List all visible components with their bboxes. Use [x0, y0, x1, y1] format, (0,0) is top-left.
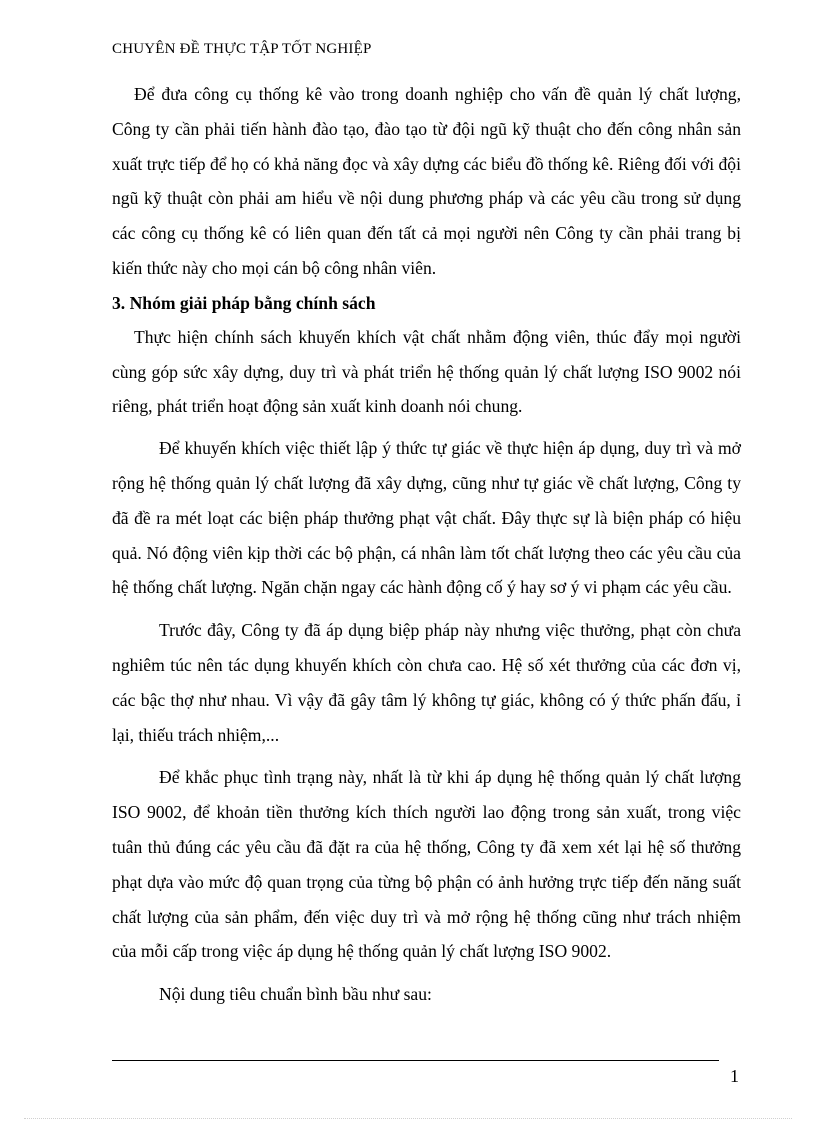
paragraph-history: Trước đây, Công ty đã áp dụng biệp pháp này nhưng việc thưởng, phạt còn chưa nghiêm túc nên tác dụng khuyến khích còn chưa cao. Hệ số xét thưởng của các đơn vị, các bậc thợ như nhau. Vì vậy đã gây tâm lý không tự giác, không có ý thức phấn đấu, ỉ lại, thiếu trách nhiệm,... — [112, 620, 741, 745]
paragraph-policy: Thực hiện chính sách khuyến khích vật chất nhằm động viên, thúc đẩy mọi người cùng góp sức xây dựng, duy trì và phát triển hệ thống quản lý chất lượng ISO 9002 nói riêng, phát triển hoạt động sản xuất kinh doanh nói chung. — [112, 326, 741, 417]
paragraph-rewards: Để khuyến khích việc thiết lập ý thức tự giác về thực hiện áp dụng, duy trì và mở rộng hệ thống quản lý chất lượng đã xây dựng, cũng như tự giác về chất lượng, Công ty đã đề ra mét loạt các biện pháp thưởng phạt vật chất. Đây thực sự là biện pháp có hiệu quả. Nó động viên kịp thời các bộ phận, cá nhân làm tốt chất lượng theo các yêu cầu của hệ thống chất lượng. Ngăn chặn ngay các hành động cố ý hay sơ ý vi phạm các yêu cầu. — [112, 438, 741, 598]
paragraph-remedy: Để khắc phục tình trạng này, nhất là từ khi áp dụng hệ thống quản lý chất lượng ISO 9002, để khoản tiền thưởng kích thích người lao động trong sản xuất, trong việc tuân thủ đúng các yêu cầu đã đặt ra của hệ thống, Công ty đã xem xét lại hệ số thưởng phạt dựa vào mức độ quan trọng của từng bộ phận có ảnh hưởng trực tiếp đến năng suất chất lượng của sản phẩm, đến việc duy trì và mở rộng hệ thống cũng như trách nhiệm của mỗi cấp trong việc áp dụng hệ thống quản lý chất lượng ISO 9002. — [112, 767, 741, 962]
running-header: CHUYÊN ĐỀ THỰC TẬP TỐT NGHIỆP — [112, 41, 372, 57]
document-body — [112, 77, 741, 1012]
section-heading: 3. Nhóm giải pháp bằng chính sách — [112, 292, 376, 313]
paragraph-criteria-intro: Nội dung tiêu chuẩn bình bầu như sau: — [159, 984, 432, 1005]
page-edge-divider — [24, 1118, 792, 1119]
page-number: 1 — [730, 1066, 739, 1086]
paragraph-training: Để đưa công cụ thống kê vào trong doanh nghiệp cho vấn đề quản lý chất lượng, Công ty cần phải tiến hành đào tạo, đào tạo từ đội ngũ kỹ thuật cho đến công nhân sản xuất trực tiếp để họ có khả năng đọc và xây dựng các biểu đồ thống kê. Riêng đối với đội ngũ kỹ thuật còn phải am hiểu về nội dung phương pháp và các yêu cầu trong sử dụng các công cụ thống kê có liên quan đến tất cả mọi người nên Công ty cần phải trang bị kiến thức này cho mọi cán bộ công nhân viên. — [112, 84, 741, 278]
footer-divider — [112, 1060, 719, 1061]
